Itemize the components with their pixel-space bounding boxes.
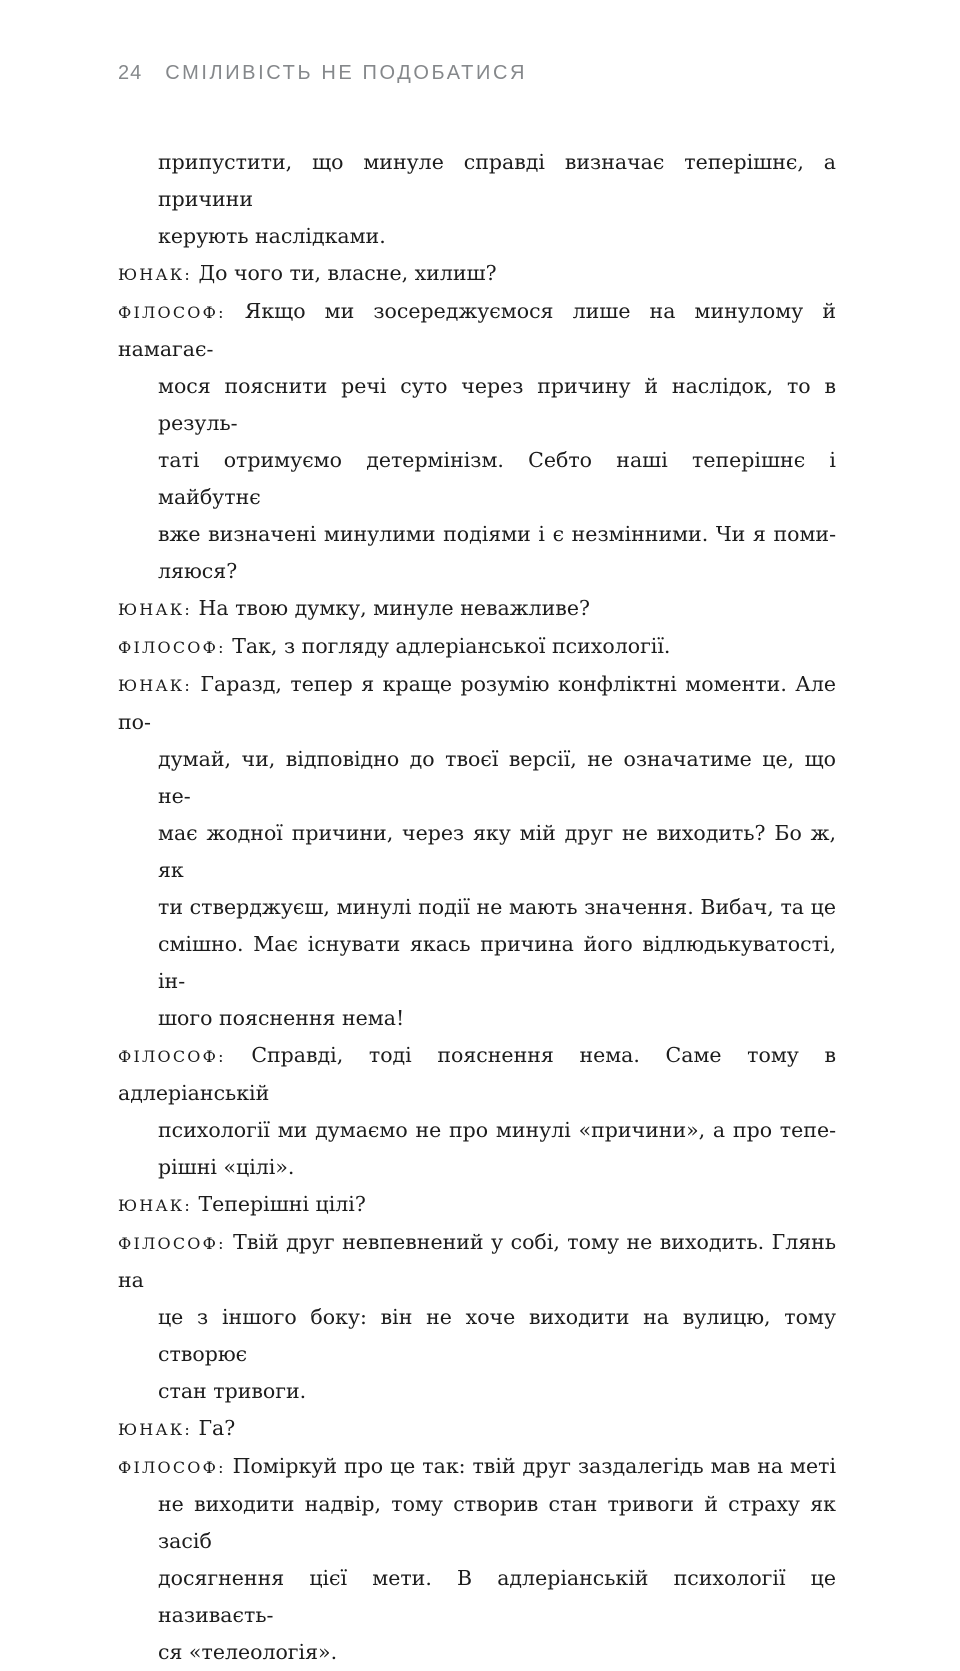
dialogue-paragraph (118, 1186, 836, 1224)
dialogue-line: психології ми думаємо не про минулі «причини», а про тепе- (158, 1118, 836, 1142)
dialogue-paragraph (118, 255, 836, 293)
dialogue-paragraph (118, 590, 836, 628)
dialogue-line: ФІЛОСОФ: Справді, тоді пояснення нема. Саме тому в адлеріанській (118, 1043, 836, 1105)
book-title: СМІЛИВІСТЬ НЕ ПОДОБАТИСЯ (165, 62, 528, 84)
dialogue-line: ФІЛОСОФ: Якщо ми зосереджуємося лише на минулому й намагає- (118, 299, 836, 361)
dialogue-line: керують наслідками. (158, 224, 386, 248)
speaker-label: ЮНАК: (118, 600, 192, 619)
dialogue-line: смішно. Має існувати якась причина його відлюдькуватості, ін- (158, 932, 836, 993)
dialogue-paragraph (118, 1448, 836, 1671)
speaker-label: ФІЛОСОФ: (118, 1234, 226, 1253)
dialogue-line: ЮНАК: До чого ти, власне, хилиш? (118, 261, 497, 285)
dialogue-line: ЮНАК: Гаразд, тепер я краще розумію конфліктні моменти. Але по- (118, 672, 836, 734)
speaker-label: ФІЛОСОФ: (118, 638, 226, 657)
dialogue-line: ти стверджуєш, минулі події не мають значення. Вибач, та це (158, 895, 836, 919)
dialogue-line: ЮНАК: На твою думку, минуле неважливе? (118, 596, 590, 620)
speaker-label: ФІЛОСОФ: (118, 1458, 226, 1477)
speaker-label: ЮНАК: (118, 1420, 192, 1439)
dialogue-paragraph (118, 1410, 836, 1448)
dialogue-line: вже визначені минулими подіями і є незмінними. Чи я поми- (158, 522, 836, 546)
dialogue-line: ФІЛОСОФ: Поміркуй про це так: твій друг заздалегідь мав на меті (118, 1454, 836, 1478)
dialogue-line: досягнення цієї мети. В адлеріанській психології це називаєть- (158, 1566, 836, 1627)
dialogue-line: ФІЛОСОФ: Так, з погляду адлеріанської психології. (118, 634, 671, 658)
dialogue-line: ЮНАК: Га? (118, 1416, 236, 1440)
dialogue-line: ЮНАК: Теперішні цілі? (118, 1192, 366, 1216)
dialogue-line: стан тривоги. (158, 1379, 307, 1403)
speaker-label: ФІЛОСОФ: (118, 1047, 226, 1066)
dialogue-paragraph (118, 1037, 836, 1186)
page-header (118, 62, 900, 85)
speaker-label: ЮНАК: (118, 1196, 192, 1215)
dialogue-line: мося пояснити речі суто через причину й наслідок, то в резуль- (158, 374, 836, 435)
dialogue-line: шого пояснення нема! (158, 1006, 405, 1030)
dialogue-paragraph (118, 628, 836, 666)
dialogue-paragraph (118, 1224, 836, 1410)
dialogue-line: ся «телеологія». (158, 1640, 338, 1664)
dialogue-line: має жодної причини, через яку мій друг не виходить? Бо ж, як (158, 821, 836, 882)
speaker-label: ЮНАК: (118, 265, 192, 284)
dialogue-paragraph (118, 666, 836, 1037)
dialogue-line: припустити, що минуле справді визначає теперішнє, а причини (158, 150, 836, 211)
dialogue-line: не виходити надвір, тому створив стан тривоги й страху як засіб (158, 1492, 836, 1553)
dialogue-paragraph (118, 144, 836, 255)
speaker-label: ФІЛОСОФ: (118, 303, 226, 322)
dialogue-line: рішні «цілі». (158, 1155, 295, 1179)
dialogue-line: це з іншого боку: він не хоче виходити на вулицю, тому створює (158, 1305, 836, 1366)
page-number: 24 (118, 62, 143, 84)
dialogue-paragraph (118, 293, 836, 590)
dialogue-text-block (118, 144, 836, 1671)
dialogue-line: ляюся? (158, 559, 238, 583)
speaker-label: ЮНАК: (118, 676, 192, 695)
dialogue-line: думай, чи, відповідно до твоєї версії, не означатиме це, що не- (158, 747, 836, 808)
dialogue-line: ФІЛОСОФ: Твій друг невпевнений у собі, тому не виходить. Глянь на (118, 1230, 836, 1292)
dialogue-line: таті отримуємо детермінізм. Себто наші теперішнє і майбутнє (158, 448, 836, 509)
